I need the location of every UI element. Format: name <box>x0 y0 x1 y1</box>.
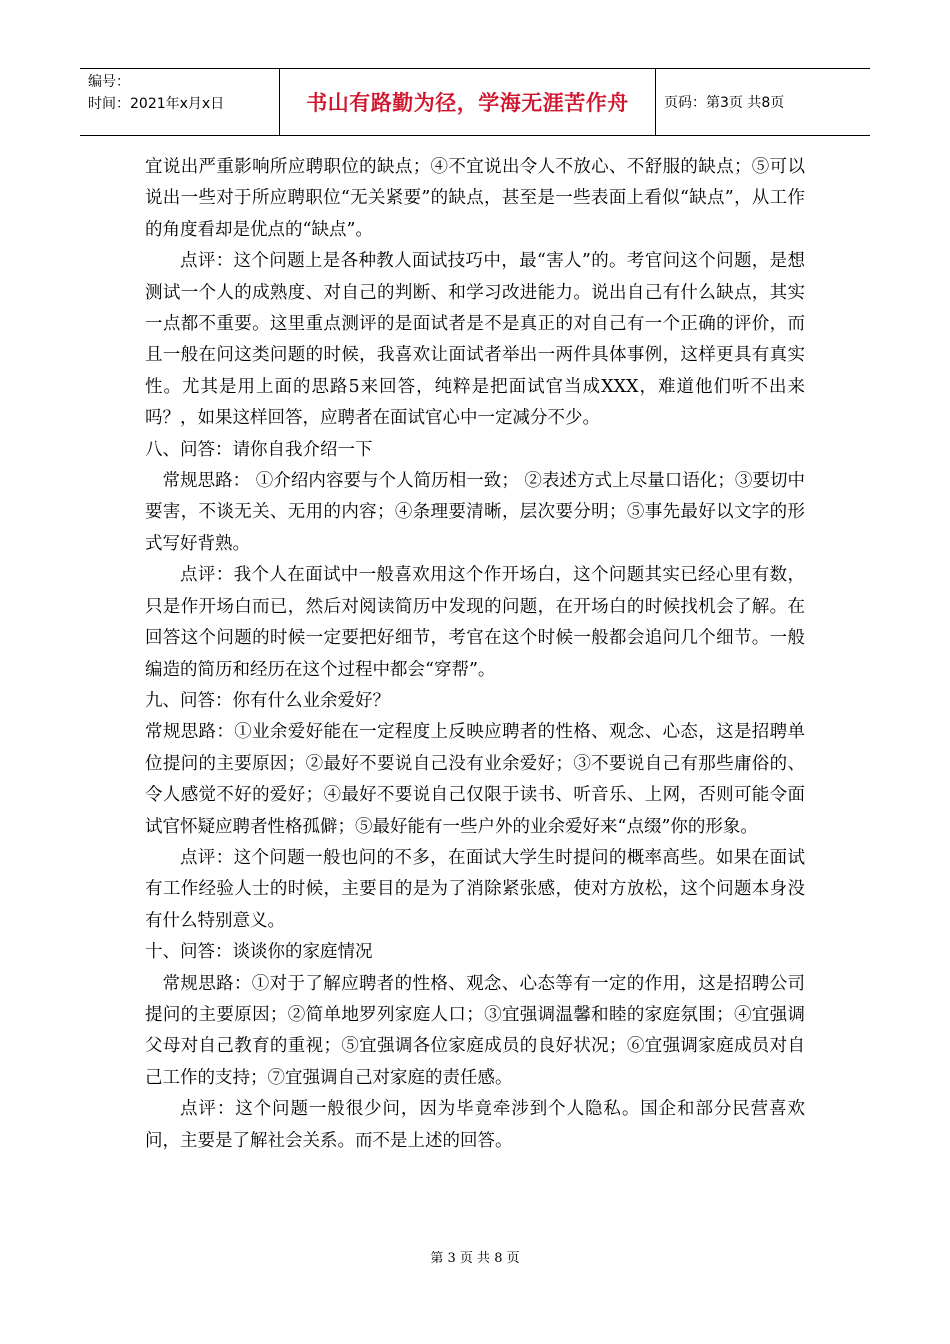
paragraph-comment: 点评：这个问题上是各种教人面试技巧中，最“害人”的。考官问这个问题，是想测试一个人的成熟度、对自己的判断、和学习改进能力。说出自己有什么缺点，其实一点都不重要。这里重点测评的是面试者是不是真正的对自己有一个正确的评价，而且一般在问这类问题的时候，我喜欢让面试者举出一两件具体事例，这样更具有真实性。尤其是用上面的思路5来回答，纯粹是把面试官当成XXX，难道他们听不出来吗？，如果这样回答，应聘者在面试官心中一定减分不少。 <box>145 251 805 429</box>
page-footer <box>0 1247 950 1266</box>
paragraph-comment: 点评：这个问题一般很少问，因为毕竟牵涉到个人隐私。国企和部分民营喜欢问，主要是了解社会关系。而不是上述的回答。 <box>145 1099 805 1151</box>
paragraph-approach: 常规思路：①对于了解应聘者的性格、观念、心态等有一定的作用，这是招聘公司提问的主要原因；②简单地罗列家庭人口；③宜强调温馨和睦的家庭氛围；④宜强调父母对自己教育的重视；⑤宜强调各位家庭成员的良好状况；⑥宜强调家庭成员对自己工作的支持；⑦宜强调自己对家庭的责任感。 <box>145 973 805 1088</box>
section-heading-8: 八、问答：请你自我介绍一下 <box>145 439 373 460</box>
header-date-label: 时间：2021年x月x日 <box>88 96 225 112</box>
header-motto: 书山有路勤为径，学海无涯苦作舟 <box>280 69 656 135</box>
paragraph-approach: 常规思路：①业余爱好能在一定程度上反映应聘者的性格、观念、心态，这是招聘单位提问的主要原因；②最好不要说自己没有业余爱好；③不要说自己有那些庸俗的、令人感觉不好的爱好；④最好不要说自己仅限于读书、听音乐、上网，否则可能令面试官怀疑应聘者性格孤僻；⑤最好能有一些户外的业余爱好来“点缀”你的形象。 <box>145 722 805 837</box>
paragraph-continuation: 宜说出严重影响所应聘职位的缺点；④不宜说出令人不放心、不舒服的缺点；⑤可以说出一些对于所应聘职位“无关紧要”的缺点，甚至是一些表面上看似“缺点”，从工作的角度看却是优点的“缺点”。 <box>145 157 805 240</box>
page-header <box>80 68 870 136</box>
paragraph-comment: 点评：我个人在面试中一般喜欢用这个作开场白，这个问题其实已经心里有数，只是作开场白而已，然后对阅读简历中发现的问题，在开场白的时候找机会了解。在回答这个问题的时候一定要把好细节，考官在这个时候一般都会追问几个细节。一般编造的简历和经历在这个过程中都会“穿帮”。 <box>145 565 805 680</box>
header-meta <box>80 69 280 135</box>
footer-page-number: 第 3 页 共 8 页 <box>430 1251 520 1266</box>
paragraph-comment: 点评：这个问题一般也问的不多，在面试大学生时提问的概率高些。如果在面试有工作经验人士的时候，主要目的是为了消除紧张感，使对方放松，这个问题本身没有什么特别意义。 <box>145 847 805 931</box>
section-heading-10: 十、问答：谈谈你的家庭情况 <box>145 942 373 963</box>
header-page-label: 页码：第3页 共8页 <box>664 95 785 111</box>
paragraph-approach: 常规思路： ①介绍内容要与个人简历相一致； ②表述方式上尽量口语化；③要切中要害，不谈无关、无用的内容；④条理要清晰，层次要分明；⑤事先最好以文字的形式写好背熟。 <box>145 471 805 554</box>
document-body <box>145 152 805 1157</box>
section-heading-9: 九、问答：你有什么业余爱好？ <box>145 690 390 711</box>
header-number-label: 编号： <box>88 74 130 90</box>
